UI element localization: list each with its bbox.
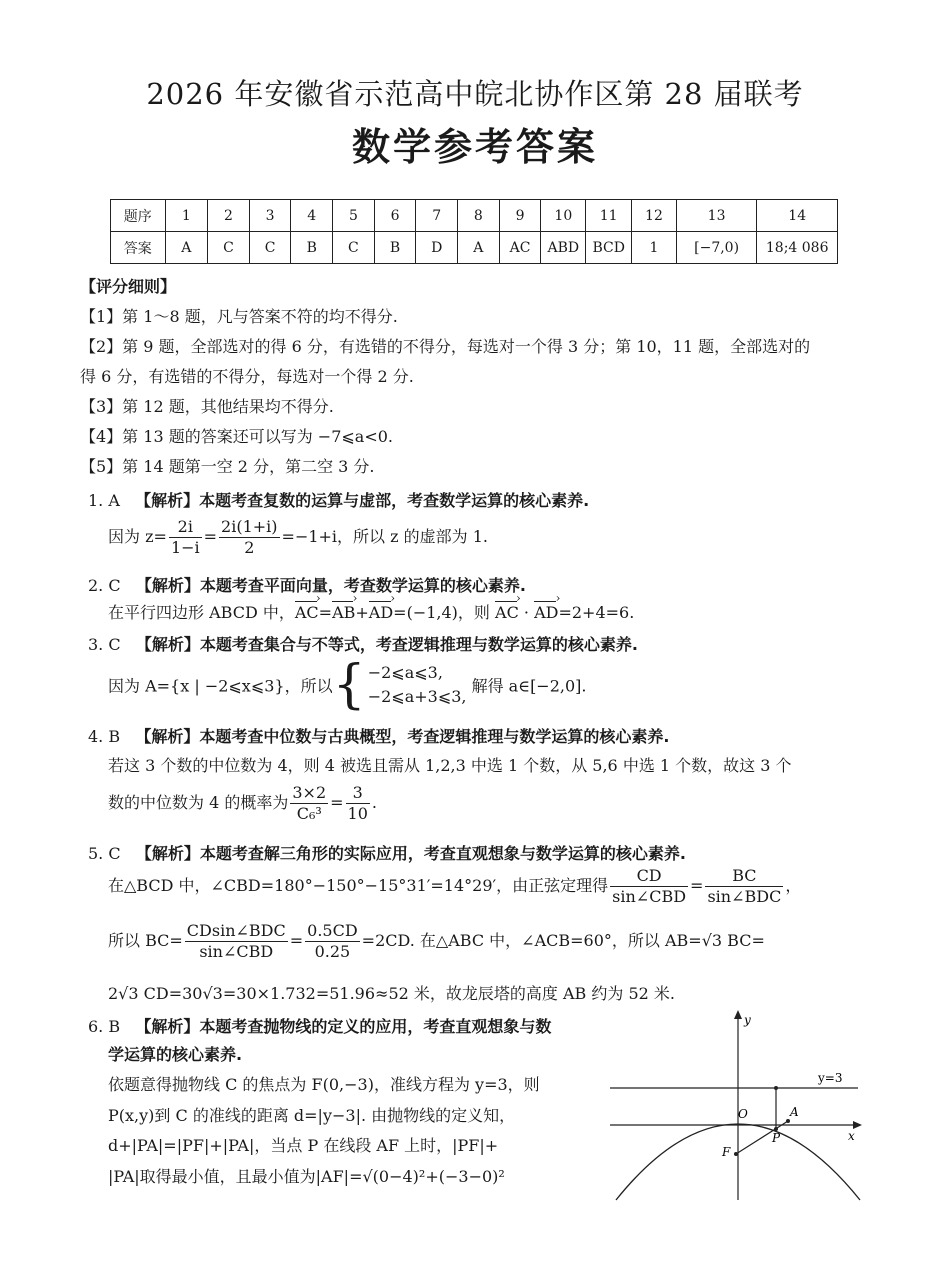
text: =−1+i，所以 z 的虚部为 1.	[281, 527, 489, 546]
answer-cell: C	[249, 232, 291, 264]
answer-cell: B	[291, 232, 333, 264]
answer-row-label: 答案	[111, 232, 166, 264]
numerator: CDsin∠BDC	[186, 921, 286, 940]
x-axis-label: x	[848, 1129, 855, 1143]
text: =	[203, 527, 218, 546]
text: =	[318, 603, 333, 622]
y-axis-arrow	[734, 1010, 742, 1019]
segment-af	[736, 1121, 788, 1154]
rule-item: 【2】第 9 题，全部选对的得 6 分，有选错的不得分，每选对一个得 3 分；第 10，11 题，全部选对的	[80, 337, 811, 356]
inequality-system	[368, 661, 467, 709]
point-a-label: A	[790, 1105, 799, 1119]
answer-cell: D	[416, 232, 458, 264]
denominator: 10	[347, 804, 368, 823]
x-axis-arrow	[853, 1121, 862, 1129]
vector: AD ›	[369, 603, 393, 622]
question-number-cell: 1	[165, 200, 208, 232]
text: 数的中位数为 4 的概率为	[108, 793, 289, 812]
rule-item: 【3】第 12 题，其他结果均不得分.	[80, 397, 334, 416]
answer-cell: C	[208, 232, 250, 264]
question-number-cell: 9	[499, 200, 541, 232]
solution-1-header	[88, 488, 868, 511]
answer-cell: [−7,0)	[676, 232, 757, 264]
text: =	[289, 931, 304, 950]
answer-cell: B	[374, 232, 416, 264]
y-axis-label: y	[744, 1013, 751, 1027]
denominator: sin∠BDC	[707, 887, 782, 906]
fraction	[169, 517, 202, 558]
question-number-cell: 10	[541, 200, 586, 232]
denominator: 0.25	[314, 942, 351, 961]
solution-1-body	[108, 517, 488, 558]
solution-5-line: 2√3 CD=30√3=30×1.732=51.96≈52 米，故龙辰塔的高度 AB 约为 52 米.	[108, 984, 675, 1003]
fraction	[185, 921, 288, 962]
brace: {	[332, 655, 366, 715]
text: =2CD. 在△ABC 中，∠ACB=60°，所以 AB=√3 BC=	[361, 931, 765, 950]
analysis-tag: 【解析】本题考查解三角形的实际应用，考查直观想象与数学运算的核心素养.	[135, 844, 686, 863]
point-f-label: F	[722, 1145, 731, 1159]
solution-6-line: d+|PA|=|PF|+|PA|，当点 P 在线段 AF 上时，|PF|+	[108, 1136, 499, 1155]
solution-5-header	[88, 841, 868, 864]
numerator: CD	[610, 866, 688, 887]
inequality: −2⩽a⩽3,	[367, 663, 443, 682]
answer-cell: AC	[499, 232, 541, 264]
solution-number: 4. B	[88, 727, 121, 746]
fraction	[290, 783, 328, 824]
solution-4-line: 若这 3 个数的中位数为 4，则 4 被选且需从 1,2,3 中选 1 个数，从 5,6 中选 1 个数，故这 3 个	[108, 756, 792, 775]
answer-cell: 1	[632, 232, 677, 264]
answer-cell: A	[458, 232, 500, 264]
vector: AD ›	[534, 603, 558, 622]
denominator: C₆³	[296, 804, 322, 823]
solution-6-line: 依题意得抛物线 C 的焦点为 F(0,−3)，准线方程为 y=3，则	[108, 1075, 540, 1094]
answer-cell: A	[165, 232, 208, 264]
solution-2-header	[88, 573, 868, 596]
text: ，	[785, 876, 802, 895]
numerator: 2i	[169, 517, 202, 538]
text: =	[690, 876, 704, 895]
denominator: sin∠CBD	[199, 942, 274, 961]
question-number-cell: 12	[632, 200, 677, 232]
solution-2-body	[108, 600, 634, 623]
answer-row	[111, 232, 838, 264]
text: 在平行四边形 ABCD 中，	[108, 603, 295, 622]
answer-cell: ABD	[541, 232, 586, 264]
question-number-cell: 6	[374, 200, 416, 232]
text: 因为 z=	[108, 527, 167, 546]
point-f-marker	[734, 1152, 738, 1156]
analysis-tag: 【解析】本题考查中位数与古典概型，考查逻辑推理与数学运算的核心素养.	[135, 727, 670, 746]
answer-cell: BCD	[586, 232, 632, 264]
rule-item: 【4】第 13 题的答案还可以写为 −7⩽a<0.	[80, 427, 394, 446]
numerator: 0.5CD	[307, 921, 358, 940]
solution-number: 1. A	[88, 491, 120, 510]
document-subtitle: 数学参考答案	[351, 125, 598, 169]
analysis-tag: 【解析】本题考查复数的运算与虚部，考查数学运算的核心素养.	[135, 491, 590, 510]
text: .	[371, 793, 377, 812]
solution-number: 2. C	[88, 576, 121, 595]
exam-title: 2026 年安徽省示范高中皖北协作区第 28 届联考	[146, 77, 804, 111]
denominator: 2	[244, 538, 255, 557]
solution-5-line	[108, 921, 765, 962]
question-number-cell: 2	[208, 200, 250, 232]
denominator: sin∠CBD	[612, 887, 687, 906]
vector: AC ›	[495, 603, 519, 622]
question-number-cell: 4	[291, 200, 333, 232]
solution-5-line	[108, 866, 801, 907]
rule-item: 得 6 分，有选错的不得分，每选对一个得 2 分.	[80, 367, 414, 386]
parabola-figure	[610, 1008, 870, 1208]
denominator: 1−i	[170, 538, 200, 557]
answer-cell: 18;4 086	[757, 232, 838, 264]
text: 因为 A={x | −2⩽x⩽3}，所以	[108, 676, 333, 696]
answer-table	[110, 199, 838, 264]
solution-number: 6. B	[88, 1017, 121, 1036]
origin-label: O	[738, 1107, 748, 1121]
question-number-cell: 11	[586, 200, 632, 232]
solution-6-line: 学运算的核心素养.	[108, 1045, 243, 1064]
fraction	[705, 866, 783, 907]
solution-4-line	[108, 783, 377, 824]
solution-number: 3. C	[88, 635, 121, 654]
numerator: 2i(1+i)	[221, 517, 278, 536]
solution-6-line: |PA|取得最小值，且最小值为|AF|=√(0−4)²+(−3−0)²	[108, 1167, 505, 1186]
fraction	[219, 517, 279, 558]
answer-cell: C	[333, 232, 375, 264]
text: 在△BCD 中，∠CBD=180°−150°−15°31′=14°29′，由正弦定理得	[108, 876, 609, 895]
analysis-tag: 【解析】本题考查集合与不等式，考查逻辑推理与数学运算的核心素养.	[135, 635, 638, 654]
text: 解得 a∈[−2,0].	[471, 676, 587, 696]
directrix-point-marker	[774, 1086, 778, 1090]
numerator: BC	[705, 866, 783, 887]
inequality: −2⩽a+3⩽3,	[367, 687, 467, 706]
point-p-label: P	[772, 1131, 781, 1145]
numerator: 3×2	[292, 783, 327, 802]
solution-3-header	[88, 632, 868, 655]
text: +	[355, 603, 369, 622]
text: =	[330, 793, 344, 812]
solution-number: 5. C	[88, 844, 121, 863]
fraction	[305, 921, 360, 962]
point-a-marker	[786, 1119, 790, 1123]
question-row-label: 题序	[111, 200, 166, 232]
question-number-cell: 5	[333, 200, 375, 232]
question-number-cell: 3	[249, 200, 291, 232]
vector: AC ›	[295, 603, 319, 622]
solution-6-line: P(x,y)到 C 的准线的距离 d=|y−3|. 由抛物线的定义知，	[108, 1106, 516, 1125]
question-number-cell: 8	[458, 200, 500, 232]
scoring-rules	[80, 272, 870, 482]
question-number-row	[111, 200, 838, 232]
solution-4-header	[88, 724, 868, 747]
text: =(−1,4)，则	[393, 603, 496, 622]
fraction	[346, 783, 370, 824]
solution-3-body	[108, 655, 587, 715]
question-number-cell: 14	[757, 200, 838, 232]
text: =2+4=6.	[558, 603, 635, 622]
directrix-label: y=3	[818, 1071, 843, 1085]
numerator: 3	[346, 783, 370, 804]
question-number-cell: 7	[416, 200, 458, 232]
rules-heading: 【评分细则】	[80, 277, 177, 296]
vector: AB ›	[332, 603, 355, 622]
text: 所以 BC=	[108, 931, 183, 950]
text: ·	[518, 603, 535, 622]
analysis-tag: 【解析】本题考查抛物线的定义的应用，考查直观想象与数	[135, 1017, 552, 1036]
analysis-tag: 【解析】本题考查平面向量，考查数学运算的核心素养.	[135, 576, 526, 595]
rule-item: 【1】第 1～8 题，凡与答案不符的均不得分.	[80, 307, 398, 326]
fraction	[610, 866, 688, 907]
question-number-cell: 13	[676, 200, 757, 232]
rule-item: 【5】第 14 题第一空 2 分，第二空 3 分.	[80, 457, 375, 476]
